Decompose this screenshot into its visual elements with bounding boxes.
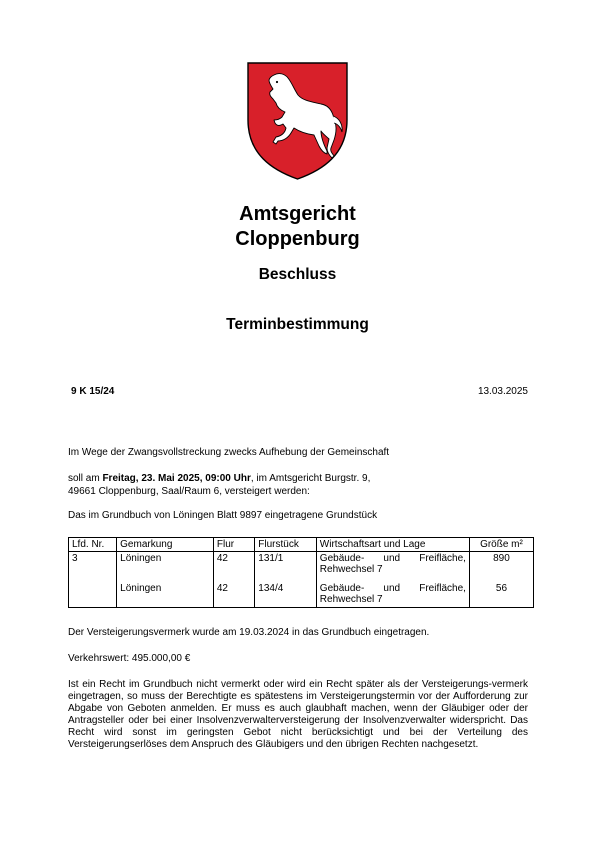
lower-saxony-horse-crest-icon [247,62,348,180]
auction-date: Freitag, 23. Mai 2025, 09:00 Uhr [102,473,251,484]
column-header: Lfd. Nr. [69,538,117,552]
cell-flurstueck: 131/1 [255,552,317,581]
cell-lfd: 3 [69,552,117,581]
market-value: Verkehrswert: 495.000,00 € [68,653,191,664]
column-header: Flurstück [255,538,317,552]
table-header-row [69,538,534,552]
property-table [68,537,534,608]
cell-groesse: 890 [469,552,533,581]
auction-location: , im Amtsgericht Burgstr. 9, [250,473,371,484]
column-header: Gemarkung [117,538,214,552]
cell-art-line2: Rehwechsel 7 [319,564,383,575]
cell-flurstueck: 134/4 [255,580,317,608]
table-row [69,552,534,581]
cell-gemarkung: Löningen [117,580,214,608]
cell-wirtschaftsart [316,580,469,608]
court-name-line2: Cloppenburg [235,228,360,250]
document-type: Beschluss [258,266,337,283]
auction-date-paragraph [68,473,528,498]
register-note-paragraph: Der Versteigerungsvermerk wurde am 19.03.2024 in das Grundbuch eingetragen. [68,627,430,638]
intro-paragraph: Im Wege der Zwangsvollstreckung zwecks Aufhebung der Gemeinschaft [68,447,390,458]
cell-art-line2: Rehwechsel 7 [319,594,383,605]
document-date: 13.03.2025 [477,386,528,397]
cell-wirtschaftsart [316,552,469,581]
land-register-paragraph: Das im Grundbuch von Löningen Blatt 9897 eingetragene Grundstück [68,510,378,521]
column-header: Flur [213,538,254,552]
cell-groesse: 56 [469,580,533,608]
auction-address: 49661 Cloppenburg, Saal/Raum 6, versteigert werden: [68,485,310,497]
rights-notice-paragraph: Ist ein Recht im Grundbuch nicht vermerkt oder wird ein Recht später als der Versteigerungs-vermerk eingetragen, so muss der Berechtigte es spätestens im Versteigerungstermin vor der Aufforderung zur Abgabe von Geboten anmelden. Er muss es auch glaubhaft machen, wenn der Gläubiger oder der Antragsteller oder bei einer Insolvenzverwalterversteigerung der Insolvenzverwalter widerspricht. Das Recht wird sonst im geringsten Gebot nicht berücksichtigt und bei der Verteilung des Versteigerungserlöses dem Anspruch des Gläubigers und den übrigen Rechten nachgesetzt. [68,679,528,750]
case-number: 9 K 15/24 [71,386,115,397]
document-subject: Terminbestimmung [226,316,369,333]
cell-art-line1: Gebäude- und Freifläche, [319,553,466,564]
cell-gemarkung: Löningen [117,552,214,581]
cell-art-line1: Gebäude- und Freifläche, [319,583,466,594]
column-header: Größe m² [469,538,533,552]
table-row [69,580,534,608]
cell-lfd [69,580,117,608]
cell-flur: 42 [213,580,254,608]
cell-flur: 42 [213,552,254,581]
court-name-line1: Amtsgericht [239,203,356,225]
column-header: Wirtschaftsart und Lage [316,538,469,552]
auction-date-prefix: soll am [68,473,103,484]
